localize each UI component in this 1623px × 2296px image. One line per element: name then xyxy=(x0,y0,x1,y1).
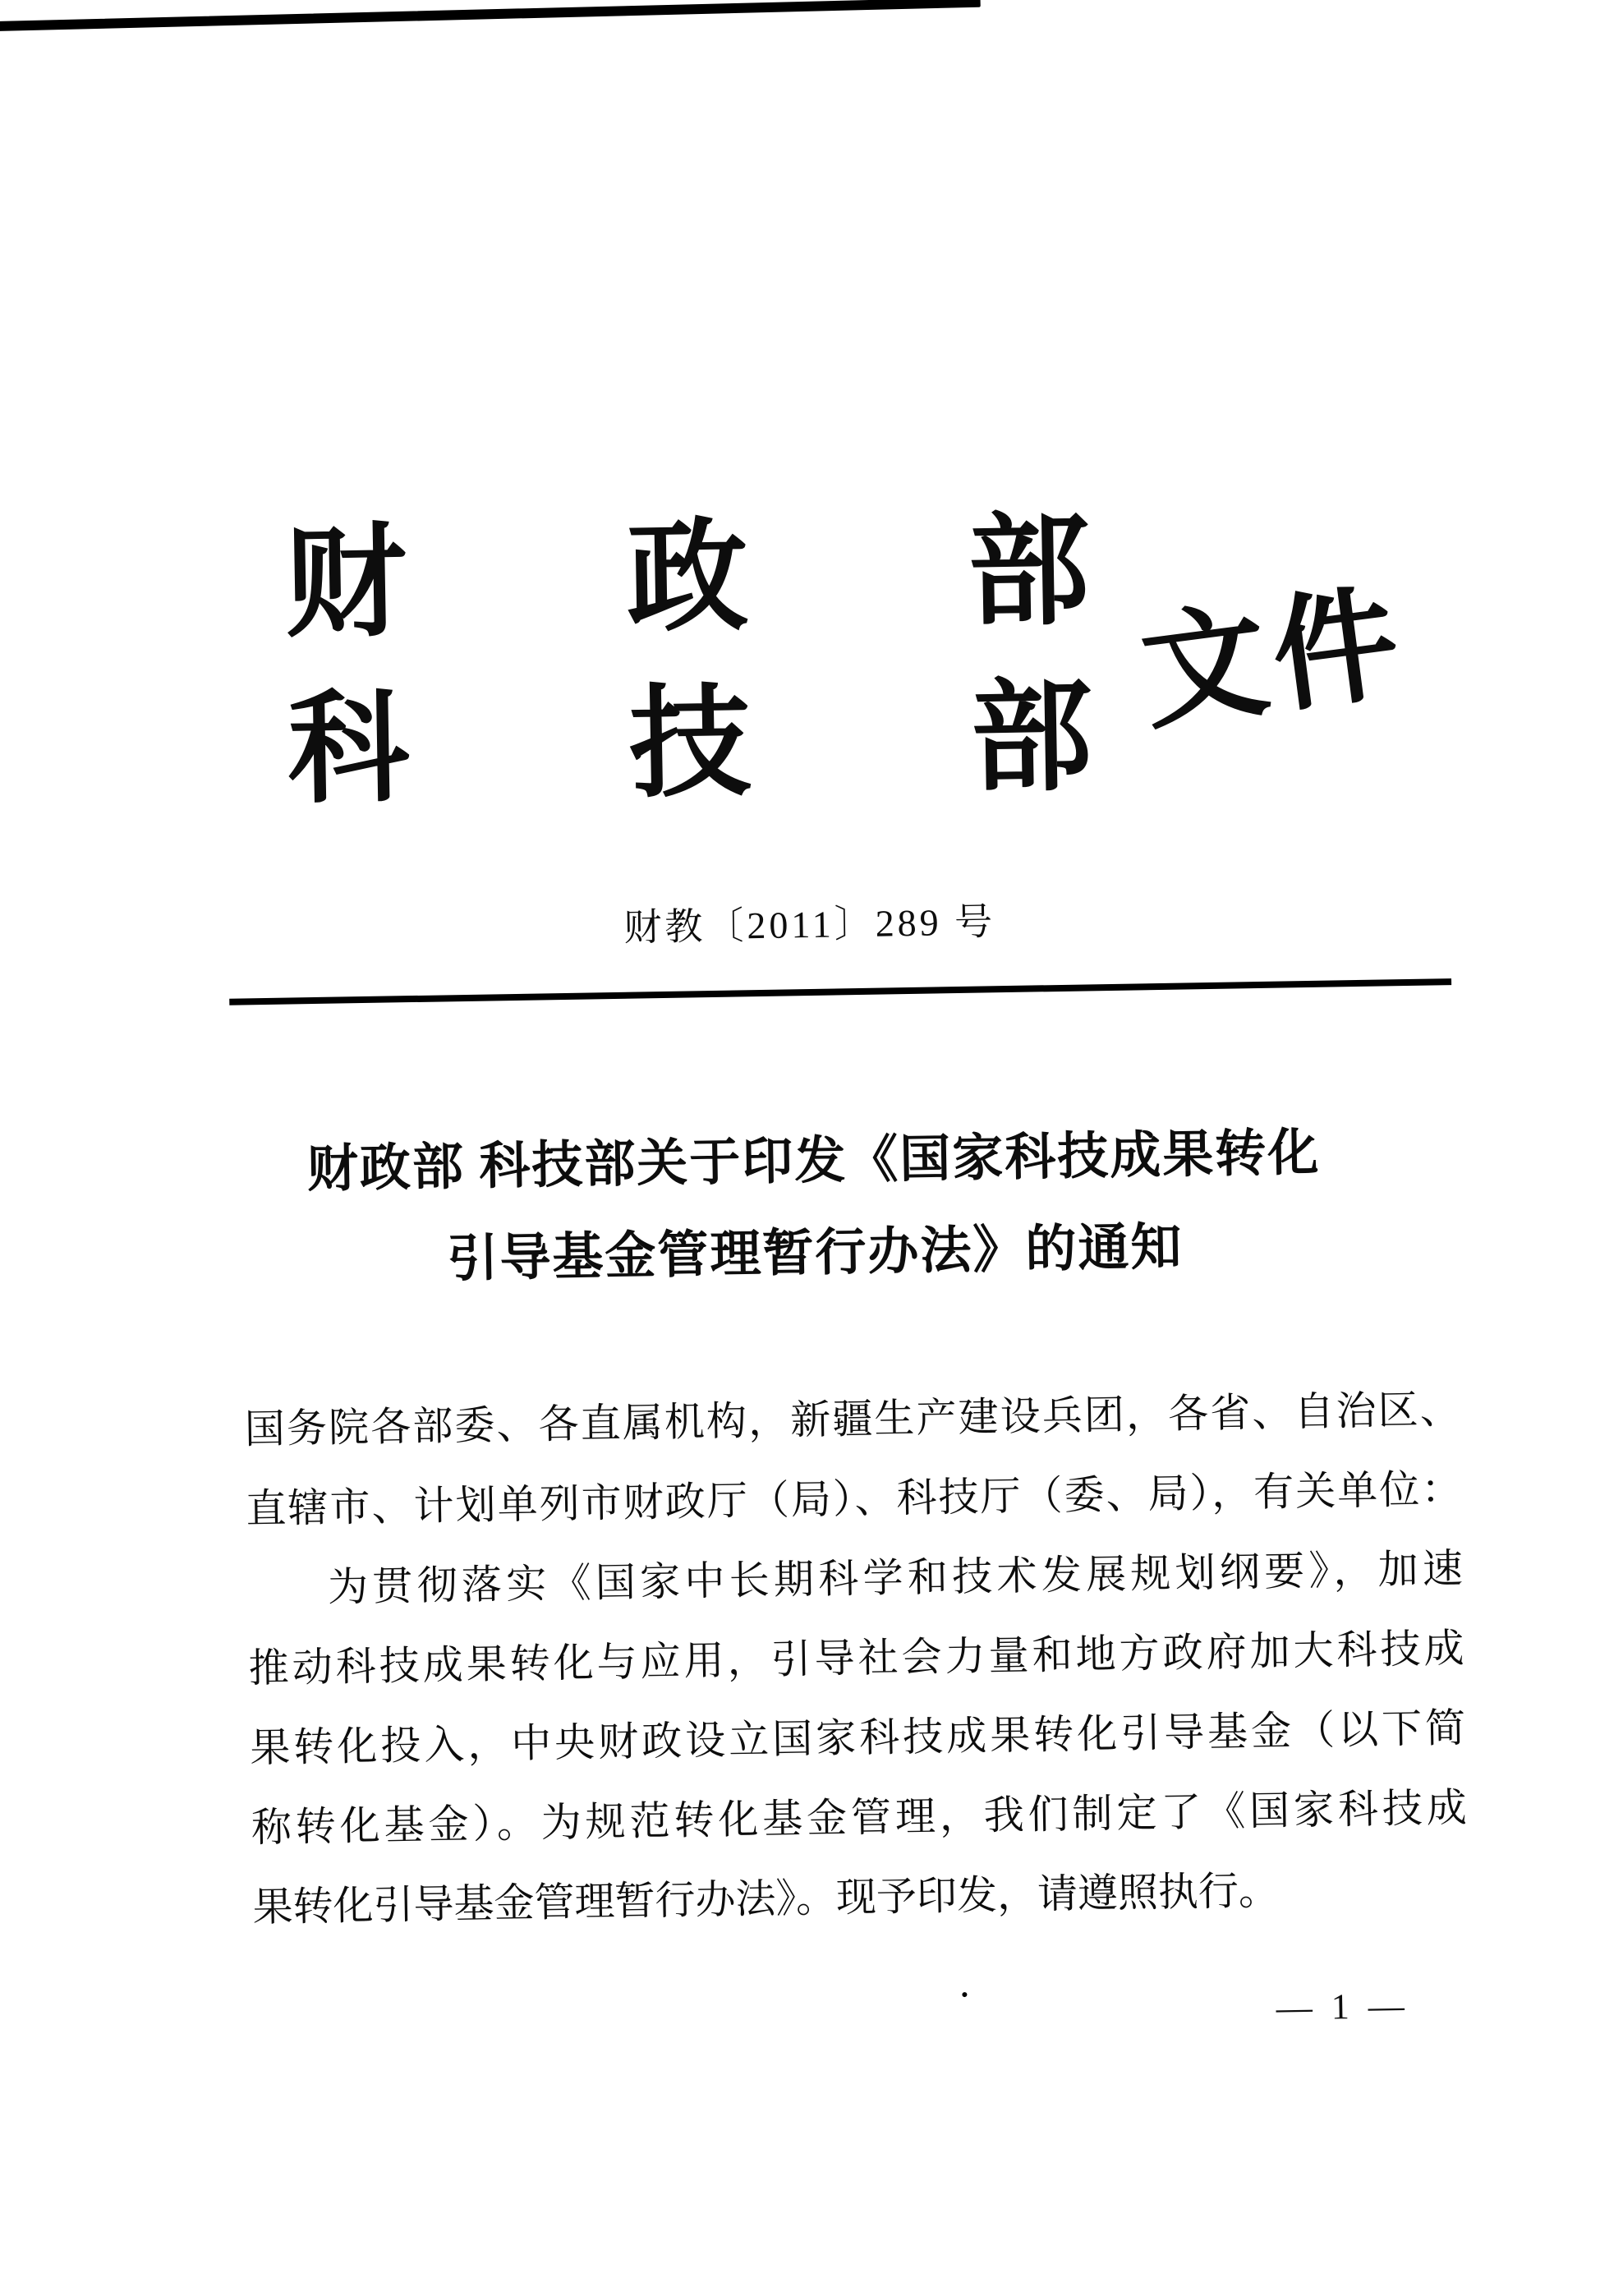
document-title xyxy=(205,1106,1424,1310)
page-number: — 1 — xyxy=(1276,1985,1410,2028)
ministry-char: 部 xyxy=(967,504,1092,642)
paragraph-line: 推动科技成果转化与应用，引导社会力量和地方政府加大科技成 xyxy=(248,1625,1464,1691)
letterhead xyxy=(283,504,1094,819)
ministry-char: 技 xyxy=(628,676,752,813)
reference-number: 财教〔2011〕289 号 xyxy=(623,900,996,949)
addressee-line: 直辖市、计划单列市财政厅（局）、科技厅（委、局），有关单位： xyxy=(246,1465,1462,1532)
paragraph-line: 果转化引导基金管理暂行办法》。现予印发，请遵照执行。 xyxy=(252,1867,1280,1930)
ink-speck xyxy=(962,1992,967,1997)
paragraph-line: 果转化投入，中央财政设立国家科技成果转化引导基金（以下简 xyxy=(249,1705,1466,1771)
addressee-line: 国务院各部委、各直属机构，新疆生产建设兵团，各省、自治区、 xyxy=(244,1386,1461,1452)
ministry-char: 财 xyxy=(283,516,408,653)
document-type-label: 文件 xyxy=(1133,573,1414,745)
ministry-name-row-1 xyxy=(283,504,1092,653)
title-line-1: 财政部 科技部关于印发《国家科技成果转化 xyxy=(306,1125,1321,1199)
paragraph-line: 为贯彻落实《国家中长期科学和技术发展规划纲要》，加速 xyxy=(327,1545,1464,1610)
ministry-char: 科 xyxy=(286,682,411,819)
separator-rule xyxy=(229,978,1451,1005)
ministry-name-row-2 xyxy=(286,670,1094,819)
document-body xyxy=(244,1369,1469,1947)
ministry-char: 政 xyxy=(625,510,750,647)
ministry-char: 部 xyxy=(969,670,1094,808)
paragraph-line: 称转化基金）。为规范转化基金管理，我们制定了《国家科技成 xyxy=(251,1784,1468,1851)
title-line-2: 引导基金管理暂行办法》的通知 xyxy=(446,1219,1184,1288)
